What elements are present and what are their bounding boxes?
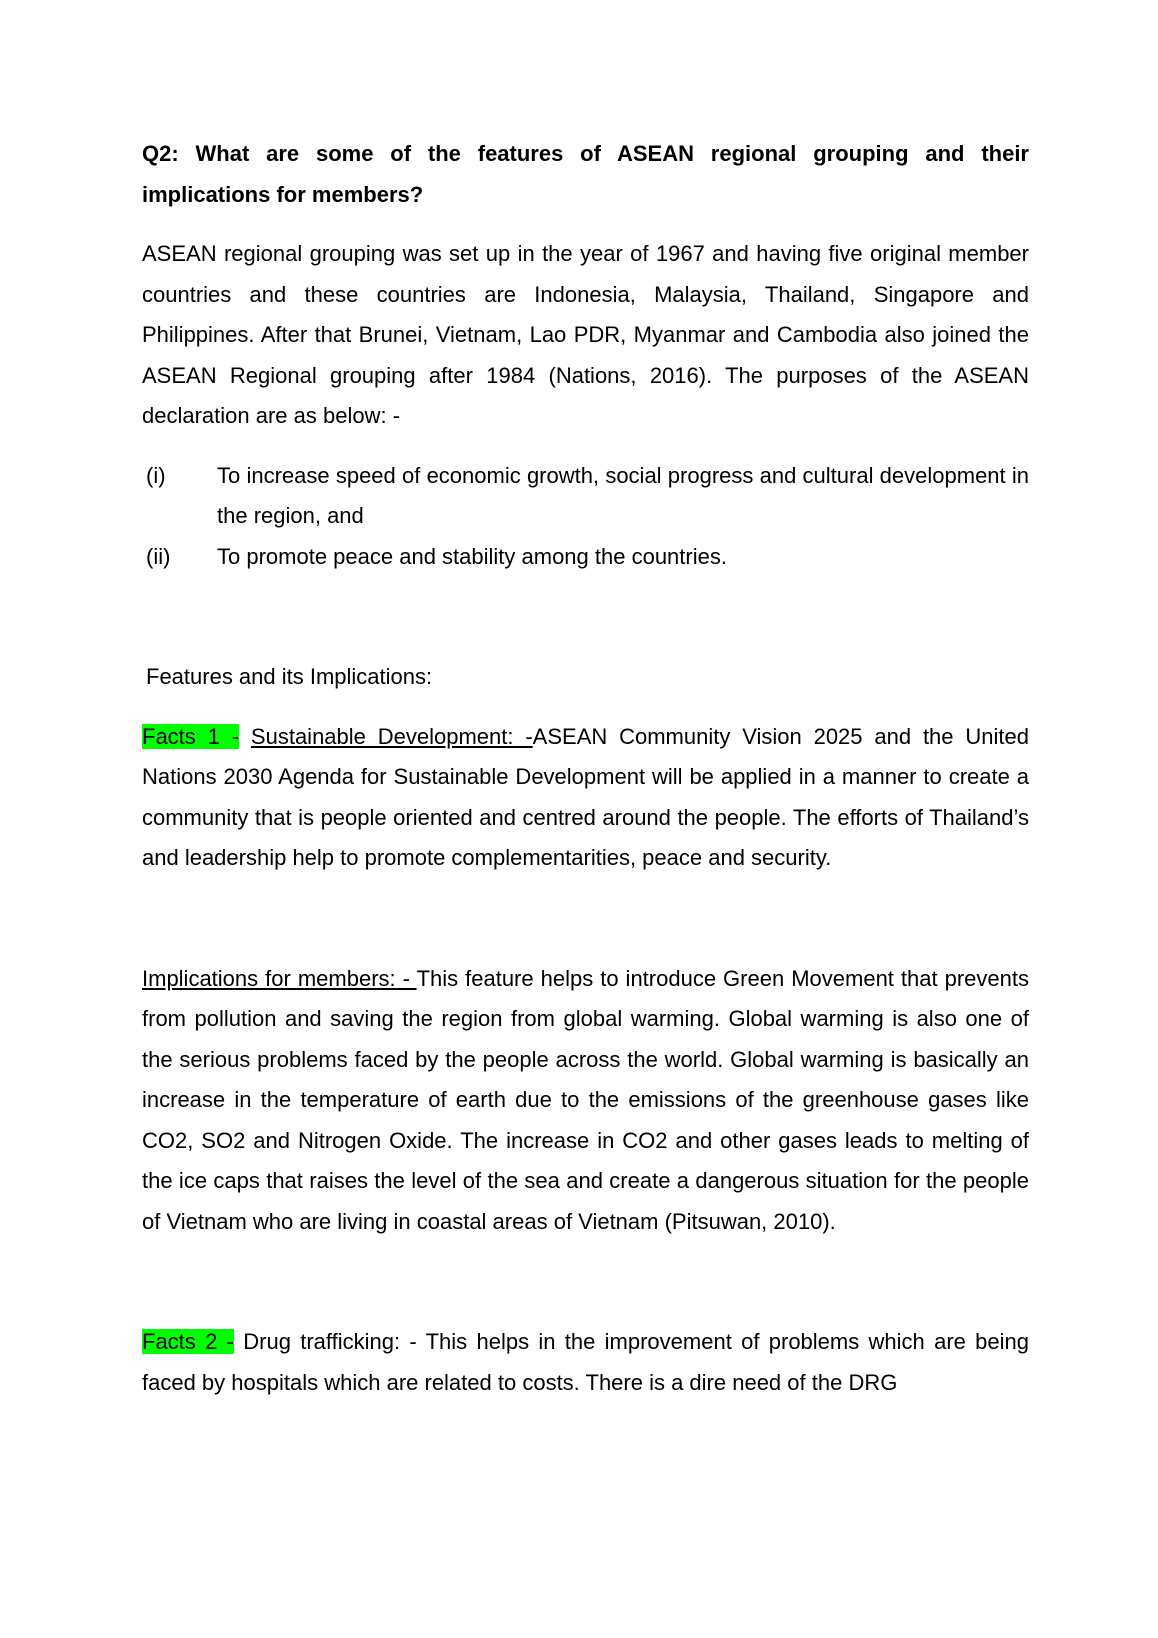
implications-1-text: This feature helps to introduce Green Movement that prevents from pollution and saving the region from global warming. Global warming is also one of the serious problems faced by the people across the world. Global warming is basically an increase in the temperature of earth due to the emissions of the greenhouse gases like CO2, SO2 and Nitrogen Oxide. The increase in CO2 and other gases leads to melting of the ice caps that raises the level of the sea and create a dangerous situation for the people of Vietnam who are living in coastal areas of Vietnam (Pitsuwan, 2010). xyxy=(142,965,1029,1234)
fact-1-heading: Sustainable Development: - xyxy=(250,723,533,749)
fact-2-paragraph xyxy=(142,1322,1029,1403)
document-body xyxy=(142,134,1029,1403)
purpose-item-2 xyxy=(142,537,1029,578)
question-heading: Q2: What are some of the features of ASEAN regional grouping and their implications for members? xyxy=(142,141,1029,207)
implications-1-paragraph xyxy=(142,959,1029,1243)
fact-1-label: Facts 1 - xyxy=(142,723,240,749)
intro-paragraph: ASEAN regional grouping was set up in the year of 1967 and having five original member countries and these countries are Indonesia, Malaysia, Thailand, Singapore and Philippines. After that Brunei, Vietnam, Lao PDR, Myanmar and Cambodia also joined the ASEAN Regional grouping after 1984 (Nations, 2016). The purposes of the ASEAN declaration are as below: - xyxy=(142,241,1029,428)
list-text: To promote peace and stability among the countries. xyxy=(217,543,727,569)
fact-2-text: Drug trafficking: - This helps in the improvement of problems which are being faced by hospitals which are related to costs. There is a dire need of the DRG xyxy=(142,1329,1030,1395)
list-marker: (i) xyxy=(146,462,166,488)
fact-1-text: ASEAN Community Vision 2025 and the United Nations 2030 Agenda for Sustainable Development will be applied in a manner to create a community that is people oriented and centred around the people. The efforts of Thailand’s and leadership help to promote complementarities, peace and security. xyxy=(142,723,1029,870)
purpose-item-1 xyxy=(142,456,1029,537)
implications-1-heading: Implications for members: - xyxy=(142,965,417,991)
list-text: To increase speed of economic growth, social progress and cultural development in the region, and xyxy=(217,462,1029,528)
list-marker: (ii) xyxy=(146,543,171,569)
fact-2-label: Facts 2 - xyxy=(142,1329,234,1354)
features-heading: Features and its Implications: xyxy=(146,664,433,689)
fact-1-paragraph xyxy=(142,717,1029,879)
